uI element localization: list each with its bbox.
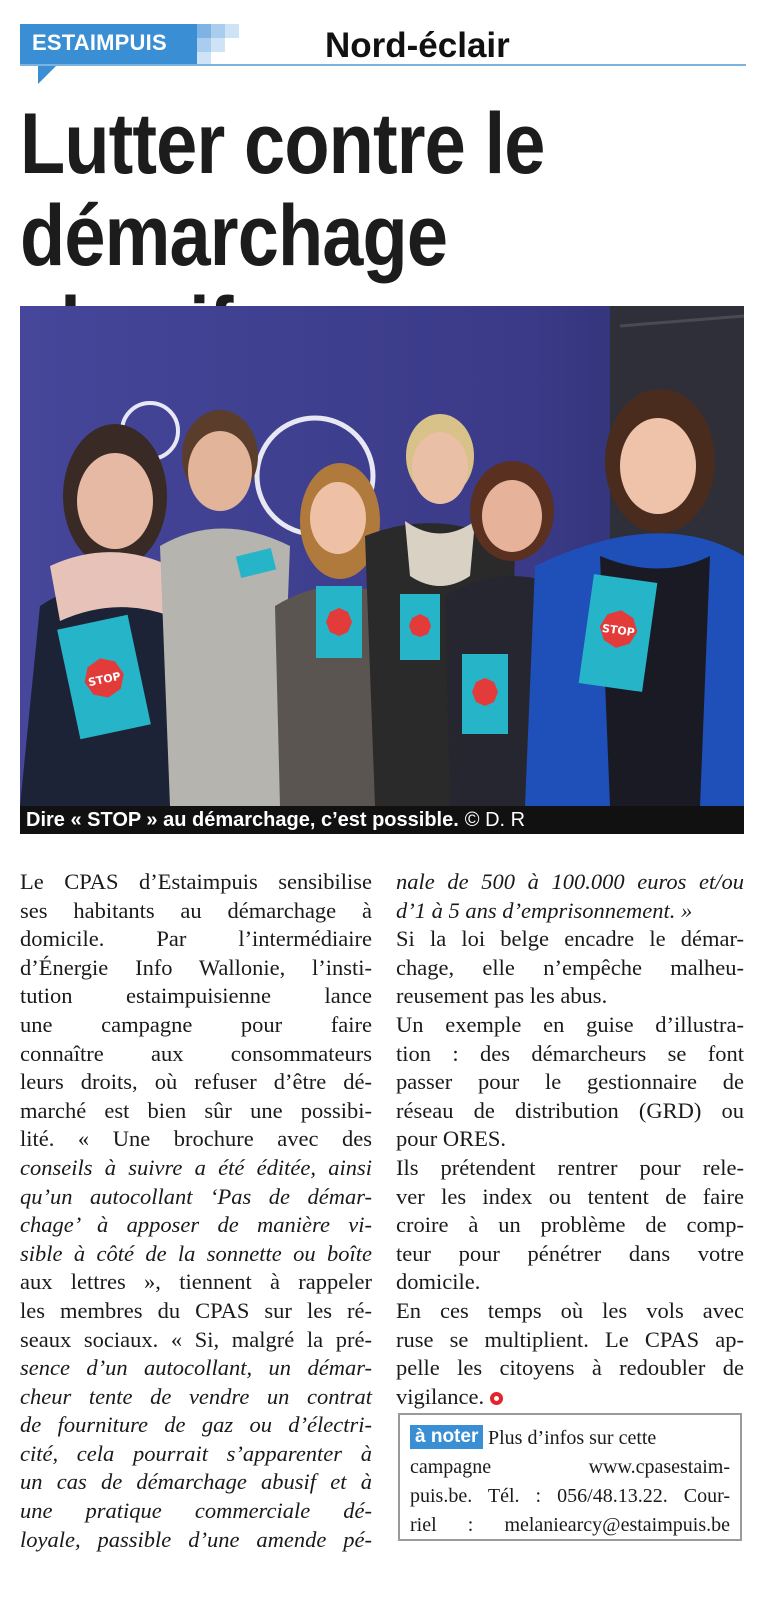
body-line: conseils à suivre a été éditée, ainsi	[20, 1154, 372, 1180]
body-line: marché est bien sûr une possibi-	[20, 1097, 372, 1123]
headline-line-2: démarchage	[20, 188, 448, 284]
photo-credit: © D. R	[464, 809, 526, 831]
body-line: tution estaimpuisienne lance	[20, 983, 372, 1009]
body-line: pelle les citoyens à redoubler de	[396, 1355, 744, 1381]
photo-caption	[26, 809, 525, 832]
body-line: connaître aux consommateurs	[20, 1040, 372, 1066]
body-line: Le CPAS d’Estaimpuis sensibilise	[20, 869, 372, 894]
body-line: En ces temps où les vols avec	[396, 1297, 744, 1323]
brochure	[462, 654, 508, 734]
group-photo-illustration	[20, 306, 744, 806]
tag-decor-square	[211, 38, 225, 52]
body-line: cité, cela pourrait s’apparenter à	[20, 1440, 372, 1466]
tag-pointer	[38, 64, 58, 84]
body-line: seaux sociaux. « Si, malgré la pré-	[20, 1326, 372, 1352]
body-line: une pratique commerciale dé-	[20, 1498, 372, 1524]
body-line: d’1 à 5 ans d’emprisonnement. »	[396, 897, 693, 923]
body-line: reusement pas les abus.	[396, 983, 608, 1009]
body-line: sible à côté de la sonnette ou boîte	[20, 1240, 372, 1266]
body-line-final	[396, 1383, 744, 1412]
info-line: puis.be. Tél. : 056/48.13.22. Cour-	[410, 1485, 730, 1507]
body-line: croire à un problème de comp-	[396, 1212, 744, 1238]
body-line: un cas de démarchage abusif et à	[20, 1469, 372, 1495]
body-line: aux lettres », tiennent à rappeler	[20, 1269, 372, 1295]
info-line: Plus d’infos sur cette	[488, 1427, 657, 1449]
article-body-right	[396, 868, 744, 1411]
caption-text: Dire « STOP » au démarchage, c’est possible.	[26, 809, 459, 831]
body-line: Ils prétendent rentrer pour rele-	[396, 1154, 744, 1180]
tag-decor-square	[211, 24, 225, 38]
brochure-stop-label: STOP	[601, 621, 636, 640]
body-line: chage, elle n’empêche malheu-	[396, 954, 744, 980]
newspaper-name: Nord-éclair	[325, 26, 510, 65]
end-of-article-icon	[490, 1392, 503, 1405]
brochure-stop-label: STOP	[87, 669, 122, 690]
note-badge: à noter	[410, 1425, 483, 1449]
body-line: pour ORES.	[396, 1126, 507, 1152]
body-line: sence d’un autocollant, un démar-	[20, 1355, 372, 1381]
body-line: Un exemple en guise d’illustra-	[396, 1011, 744, 1037]
body-line: nale de 500 à 100.000 euros et/ou	[396, 869, 744, 894]
body-line: ruse se multiplient. Le CPAS ap-	[396, 1326, 744, 1352]
brochure	[316, 586, 362, 658]
info-line: campagne www.cpasestaim-	[410, 1456, 730, 1478]
body-line: domicile.	[396, 1269, 481, 1295]
body-line: vigilance.	[396, 1383, 485, 1409]
body-line: chage’ à apposer de manière vi-	[20, 1212, 372, 1238]
body-line: de fourniture de gaz ou d’électri-	[20, 1412, 372, 1438]
body-line: domicile. Par l’intermédiaire	[20, 926, 372, 952]
tag-decor-square	[197, 52, 211, 64]
body-line: cheur tente de vendre un contrat	[20, 1383, 372, 1409]
body-line: une campagne pour faire	[20, 1011, 372, 1037]
tag-decor-square	[197, 24, 211, 38]
body-line: les membres du CPAS sur les ré-	[20, 1297, 372, 1323]
body-line: qu’un autocollant ‘Pas de démar-	[20, 1183, 372, 1209]
section-tag: ESTAIMPUIS	[32, 30, 167, 55]
body-line: passer pour le gestionnaire de	[396, 1069, 744, 1095]
body-line: tion : des démarcheurs se font	[396, 1040, 744, 1066]
article-body-left	[20, 868, 372, 1554]
headline-line-1: Lutter contre le	[20, 96, 545, 192]
body-line: loyale, passible d’une amende pé-	[20, 1526, 372, 1552]
body-line: Si la loi belge encadre le démar-	[396, 926, 744, 952]
body-line: leurs droits, où refuser d’être dé-	[20, 1069, 372, 1095]
body-line: d’Énergie Info Wallonie, l’insti-	[20, 954, 372, 980]
article-photo	[20, 306, 744, 806]
body-line: teur pour pénétrer dans votre	[396, 1240, 744, 1266]
brochure	[400, 594, 440, 660]
tag-decor-square	[225, 24, 239, 38]
body-line: ver les index ou tentent de faire	[396, 1183, 744, 1209]
body-line: lité. « Une brochure avec des	[20, 1126, 372, 1152]
tag-decor-square	[197, 38, 211, 52]
body-line: réseau de distribution (GRD) ou	[396, 1097, 744, 1123]
body-line: ses habitants au démarchage à	[20, 897, 372, 923]
info-line: riel : melaniearcy@estaimpuis.be	[410, 1514, 730, 1536]
